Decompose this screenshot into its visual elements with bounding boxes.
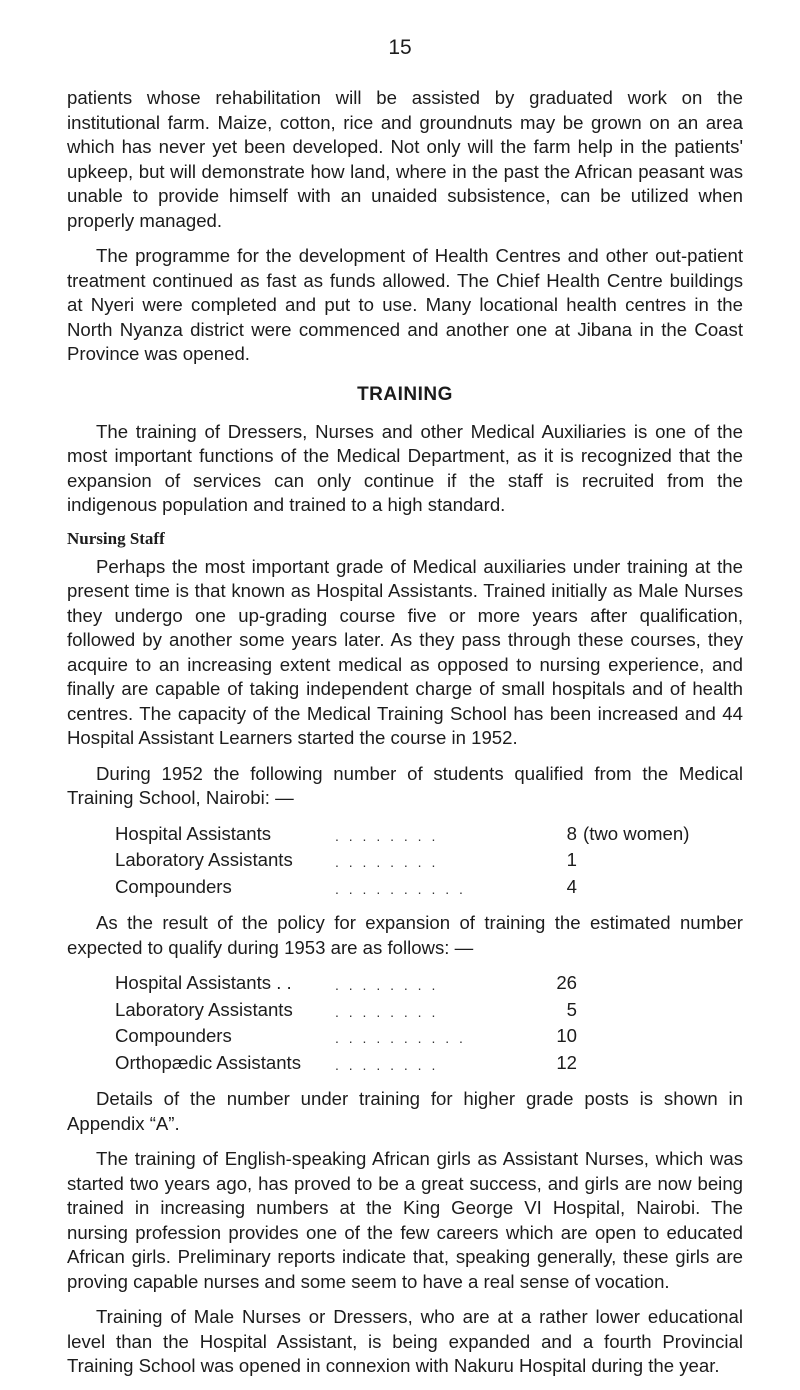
leader-dots: . . . . . . . . [335,1056,439,1073]
nursing-staff-heading: Nursing Staff [67,528,165,548]
row-label: Hospital Assistants [115,822,272,844]
paragraph-appendix-details: Details of the number under training for higher grade posts is shown in Appendix “A”. [67,1088,743,1134]
row-value: 10 [556,1025,577,1046]
paragraph-health-centres: The programme for the development of Health Centres and other out-patient treatment continued as fast as funds allowed. The Chief Health Centre buildings at Nyeri were completed and put to use. Many locational health centres in the North Nyanza district were commenced and another one at Jibana in the Coast Province was opened. [67,245,743,364]
table-row [115,875,689,902]
row-value: 12 [556,1051,577,1073]
body-text [67,86,743,1390]
leader-dots: . . . . . . . . [335,854,439,870]
paragraph-training-intro: The training of Dressers, Nurses and other Medical Auxiliaries is one of the most important functions of the Medical Department, as it is recognized that the expansion of services can only continue if the staff is recruited from the indigenous population and trained to a high standard. [67,420,743,515]
leader-dots: . . . . . . . . . . [335,880,466,897]
table-row [115,971,577,998]
table-row [115,1051,577,1078]
paragraph-assistant-nurses: The training of English-speaking African girls as Assistant Nurses, which was started two years ago, has proved to be a great success, and girls are now being trained in increasing numbers at the King George VI Hospital, Nairobi. The nursing profession provides one of the few careers which are open to educated African girls. Preliminary reports indicate that, speaking generally, these girls are proving capable nurses and some seem to have a real sense of vocation. [67,1148,743,1292]
table-row [115,1024,577,1051]
row-label: Orthopædic Assistants [115,1051,302,1073]
paragraph-qualified-intro: During 1952 the following number of students qualified from the Medical Training School, Nairobi: — [67,762,743,808]
paragraph-male-nurses: Training of Male Nurses or Dressers, who are at a rather lower educational level than the Hospital Assistant, is being expanded and a fourth Provincial Training School was opened in connexion with Nakuru Hospital during the year. [67,1306,743,1376]
expected-table [115,971,577,1077]
row-label: Hospital Assistants . . [115,972,292,993]
training-heading: TRAINING [357,383,453,405]
row-value: 5 [566,998,577,1020]
table-row [115,848,689,875]
paragraph-expected-intro: As the result of the policy for expansion of training the estimated number expected to qualify during 1953 are as follows: — [67,912,743,958]
row-label: Laboratory Assistants [115,849,293,870]
leader-dots: . . . . . . . . [335,1003,439,1020]
row-label: Compounders [115,1025,232,1046]
table-row [115,822,689,849]
row-note [577,848,689,875]
page-number: 15 [388,36,412,59]
leader-dots: . . . . . . . . . . [335,1030,466,1046]
row-note: (two women) [583,822,690,844]
qualified-table [115,822,689,902]
row-value: 8 [566,822,577,844]
paragraph-farm: patients whose rehabilitation will be assisted by graduated work on the institutional farm. Maize, cotton, rice and groundnuts may be grown on an area which has never yet been developed. Not only will the farm help in the patients' upkeep, but will demonstrate how land, where in the past the African peasant was unable to provide himself with an unaided subsistence, can be utilized when properly managed. [67,87,743,231]
row-value: 26 [556,972,577,993]
table-row [115,998,577,1025]
row-note [577,875,689,902]
leader-dots: . . . . . . . . [335,827,439,844]
leader-dots: . . . . . . . . [335,977,439,993]
paragraph-nursing-staff: Perhaps the most important grade of Medical auxiliaries under training at the present time is that known as Hospital Assistants. Trained initially as Male Nurses they undergo one up-grading course five or more years after qualification, followed by another some years later. As they pass through these courses, they acquire to an increasing extent medical as opposed to nursing experience, and finally are capable of taking independent charge of small hospitals and of health centres. The capacity of the Medical Training School has been increased and 44 Hospital Assistant Learners started the course in 1952. [67,555,743,748]
row-value: 4 [566,875,577,897]
row-value: 1 [566,849,577,870]
row-label: Compounders [115,875,232,897]
row-label: Laboratory Assistants [115,998,293,1020]
